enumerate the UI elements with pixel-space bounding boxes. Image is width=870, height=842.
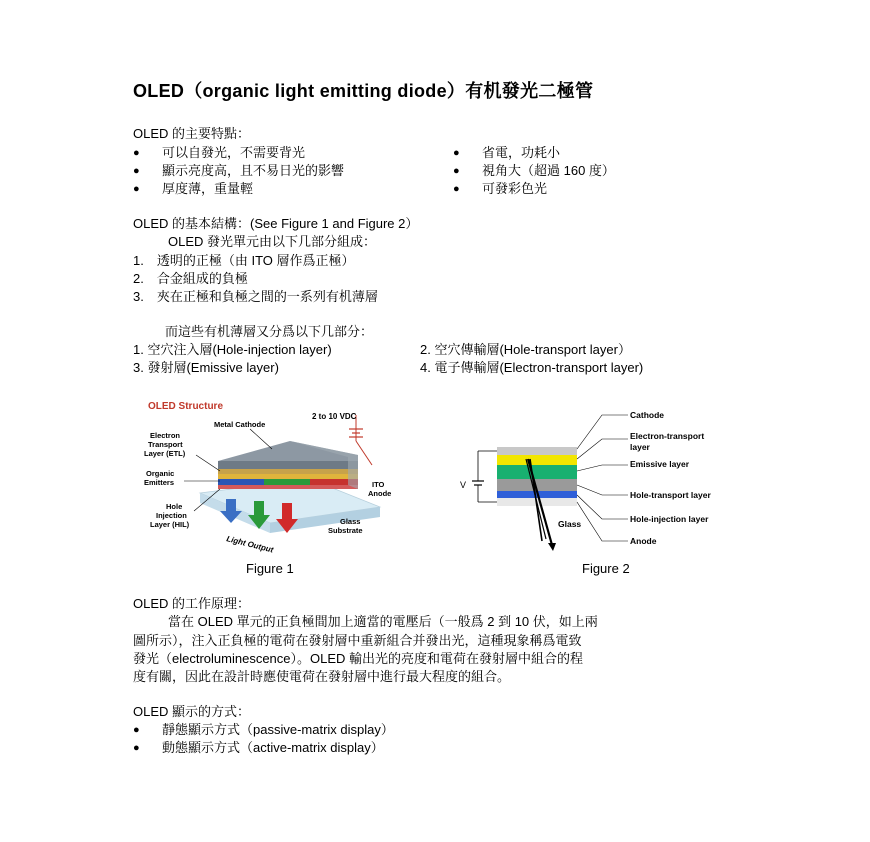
htl-label: Hole-transport layer <box>630 490 711 500</box>
principle-heading: OLED 的工作原理： <box>133 596 251 611</box>
hil-label: Hole-injection layer <box>630 514 709 524</box>
figure-1-header: OLED Structure <box>148 401 224 412</box>
emitter-blue <box>218 479 264 485</box>
feature-item: 可發彩色光 <box>482 181 548 196</box>
emitter-label-2: Emitters <box>144 478 175 487</box>
principle-line: 度有關，因此在設計時應使電荷在發射層中進行最大程度的組合。 <box>133 669 511 684</box>
layer-item: 4. 電子傳輸層(Electron-transport layer) <box>420 360 644 375</box>
bullet-icon: ● <box>453 183 460 195</box>
leader-line <box>196 455 220 471</box>
hil-layer <box>218 485 358 489</box>
emissive-label: Emissive layer <box>630 459 690 469</box>
ito-label-1: ITO <box>372 480 385 489</box>
voltage-label: 2 to 10 VDC <box>312 412 357 421</box>
voltage-label: V <box>460 480 467 490</box>
etl-layer <box>497 455 577 465</box>
leader-line <box>577 495 628 519</box>
features-heading: OLED 的主要特點： <box>133 126 251 141</box>
figure-2-caption: Figure 2 <box>582 561 630 576</box>
figure-2-layer-diagram <box>452 405 742 555</box>
feature-item: 省電，功耗小 <box>482 145 561 160</box>
feature-item: 顯示亮度高，且不易日光的影響 <box>162 163 345 178</box>
leader-line <box>577 502 628 541</box>
bullet-icon: ● <box>453 165 460 177</box>
etl-label-1: Electron <box>150 431 181 440</box>
light-output-label: Light Output <box>225 534 275 555</box>
etl-label-2: layer <box>630 442 650 452</box>
figure-1-caption: Figure 1 <box>246 561 294 576</box>
hil-label-3: Layer (HIL) <box>150 520 190 529</box>
structure-item: 1. 透明的正極（由 ITO 層作爲正極） <box>133 253 355 268</box>
etl-label-1: Electron-transport <box>630 431 705 441</box>
ito-label-2: Anode <box>368 489 392 498</box>
display-heading: OLED 顯示的方式： <box>133 704 251 719</box>
glass-label-1: Glass <box>340 517 361 526</box>
anode-label: Anode <box>630 536 657 546</box>
hil-label-1: Hole <box>166 502 183 511</box>
layer-item: 2. 空穴傳輸層(Hole-transport layer） <box>420 342 631 357</box>
etl-layer <box>218 469 358 474</box>
bullet-icon: ● <box>133 183 140 195</box>
emitter-layer <box>218 474 358 479</box>
layer-item: 1. 空穴注入層(Hole-injection layer) <box>133 342 332 357</box>
arrow-head-icon <box>548 543 556 551</box>
page-title: OLED（organic light emitting diode）有机發光二極管 <box>133 81 594 101</box>
bullet-icon: ● <box>453 147 460 159</box>
voltage-wire <box>356 441 372 465</box>
bullet-icon: ● <box>133 724 140 736</box>
bullet-icon: ● <box>133 742 140 754</box>
metal-cathode-label: Metal Cathode <box>214 420 266 429</box>
structure-heading: OLED 的基本結構：(See Figure 1 and Figure 2） <box>133 216 419 231</box>
metal-cathode-layer <box>218 461 358 469</box>
leader-line <box>577 439 628 459</box>
feature-item: 可以自發光，不需要背光 <box>162 145 306 160</box>
bullet-icon: ● <box>133 165 140 177</box>
etl-label-3: Layer (ETL) <box>144 449 186 458</box>
emitter-label-1: Organic <box>146 469 175 478</box>
leader-line <box>577 465 628 471</box>
structure-item: 2. 合金組成的負極 <box>133 271 248 286</box>
display-item: 動態顯示方式（active-matrix display） <box>162 740 384 755</box>
hil-label-2: Injection <box>156 511 187 520</box>
feature-item: 厚度薄，重量輕 <box>162 181 254 196</box>
structure-intro: OLED 發光單元由以下几部分組成： <box>168 234 377 249</box>
glass-label: Glass <box>558 519 582 529</box>
structure-item: 3. 夾在正極和負極之間的一系列有机薄層 <box>133 289 378 304</box>
cathode-label: Cathode <box>630 410 664 420</box>
principle-line: 圖所示），注入正負極的電荷在發射層中重新組合并發出光，這種現象稱爲電致 <box>133 633 582 648</box>
leader-line <box>577 415 628 449</box>
emitter-green <box>264 479 310 485</box>
figure-1-oled-structure <box>140 395 410 560</box>
layers-intro: 而這些有机薄層又分爲以下几部分： <box>165 324 374 339</box>
bullet-icon: ● <box>133 147 140 159</box>
etl-label-2: Transport <box>148 440 183 449</box>
leader-line <box>577 485 628 495</box>
layer-item: 3. 發射層(Emissive layer) <box>133 360 279 375</box>
cathode-layer <box>497 447 577 455</box>
principle-line: 當在 OLED 單元的正負極間加上適當的電壓后（一般爲 2 到 10 伏，如上兩 <box>168 614 598 629</box>
leader-line <box>250 429 272 449</box>
feature-item: 視角大（超過 160 度） <box>482 163 615 178</box>
emissive-layer <box>497 465 577 479</box>
glass-label-2: Substrate <box>328 526 363 535</box>
principle-line: 發光（electroluminescence）。OLED 輸出光的亮度和電荷在發射層中組合的程 <box>133 651 584 666</box>
display-item: 靜態顯示方式（passive-matrix display） <box>162 722 394 737</box>
